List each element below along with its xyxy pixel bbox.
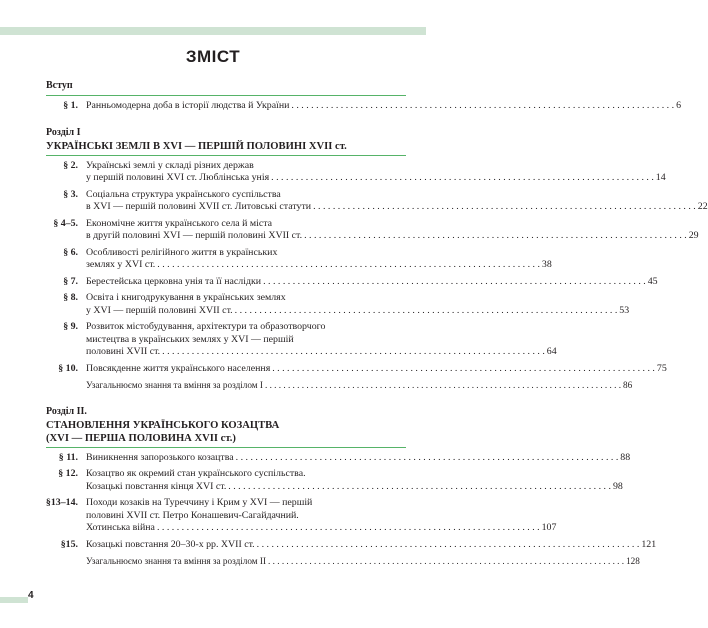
entry-page: 64 bbox=[546, 346, 557, 357]
entry-page: 88 bbox=[620, 451, 631, 463]
entry-page: 29 bbox=[688, 230, 699, 241]
entry-title: Економічне життя українського села й міста bbox=[86, 217, 273, 229]
entry-title: Козацькі повстання 20–30-х рр. XVII ст. bbox=[86, 538, 255, 550]
entry-page: 53 bbox=[619, 304, 630, 316]
entry-title: Особливості релігійного життя в українських bbox=[86, 246, 278, 258]
entry-number: § 12. bbox=[58, 468, 78, 479]
toc-entry[interactable] bbox=[46, 159, 666, 185]
intro-label: Вступ bbox=[46, 80, 73, 91]
toc-entry[interactable] bbox=[46, 217, 699, 243]
toc-entry[interactable] bbox=[46, 321, 557, 359]
entry-title: Походи козаків на Туреччину і Крим у XVI — першій bbox=[86, 497, 313, 508]
entry-title: Виникнення запорозького козацтва bbox=[86, 451, 234, 463]
toc-summary-entry[interactable] bbox=[46, 379, 633, 392]
entry-title: Соціальна структура українського суспільства bbox=[86, 188, 281, 200]
bottom-color-band bbox=[0, 597, 28, 603]
entry-title: Козацькі повстання кінця XVI ст. bbox=[86, 480, 227, 492]
entry-title: землях у XVI ст. bbox=[86, 259, 156, 270]
section-title-line: (XVI — ПЕРША ПОЛОВИНА XVII ст.) bbox=[46, 432, 236, 444]
entry-title: Хотинська війна bbox=[86, 522, 155, 533]
entry-page: 86 bbox=[623, 380, 633, 390]
section-title: УКРАЇНСЬКІ ЗЕМЛІ В XVI — ПЕРШІЙ ПОЛОВИНІ XVII ст. bbox=[46, 140, 406, 156]
entry-page: 98 bbox=[612, 480, 623, 492]
entry-number: § 11. bbox=[58, 451, 78, 463]
entry-number: § 2. bbox=[63, 159, 78, 171]
entry-number: § 8. bbox=[63, 292, 78, 303]
toc-entry[interactable] bbox=[46, 188, 708, 214]
section-title-line: СТАНОВЛЕННЯ УКРАЇНСЬКОГО КОЗАЦТВА bbox=[46, 419, 280, 431]
entry-page: 107 bbox=[541, 522, 557, 533]
entry-title: половині XVII ст. bbox=[86, 346, 161, 357]
toc-entry[interactable] bbox=[46, 468, 623, 493]
page-number: 4 bbox=[28, 590, 34, 601]
entry-page: 14 bbox=[655, 172, 666, 183]
entry-title: половині XVII ст. Петро Конашевич-Сагайдачний. bbox=[86, 509, 299, 521]
entry-title: у XVI — першій половині XVII ст. bbox=[86, 304, 233, 316]
toc-entry[interactable] bbox=[46, 246, 552, 272]
entry-number: § 9. bbox=[63, 321, 78, 332]
summary-title: Узагальнюємо знання та вміння за розділом ІІ bbox=[86, 556, 267, 566]
toc-entry[interactable] bbox=[46, 362, 667, 376]
section-label: Розділ І bbox=[46, 126, 81, 138]
entry-page: 6 bbox=[676, 100, 682, 111]
section-label: Розділ ІІ. bbox=[46, 405, 87, 417]
entry-page: 38 bbox=[541, 259, 552, 270]
entry-number: § 7. bbox=[63, 275, 78, 287]
entry-number: § 10. bbox=[58, 362, 78, 374]
section-2 bbox=[45, 405, 657, 568]
entry-number: § 1. bbox=[63, 100, 78, 111]
toc-entry[interactable] bbox=[46, 100, 682, 113]
intro-section bbox=[46, 80, 682, 113]
entry-number: § 3. bbox=[63, 188, 78, 200]
entry-page: 22 bbox=[697, 201, 708, 212]
entry-title: в XVI — першій половині XVII ст. Литовські статути bbox=[86, 201, 312, 212]
entry-title: Берестейська церковна унія та її наслідки bbox=[86, 275, 262, 287]
page-title: ЗМІСТ bbox=[185, 47, 241, 66]
top-color-band bbox=[0, 27, 426, 35]
table-of-contents bbox=[45, 80, 708, 568]
entry-title: в другій половині XVI — першій половині XVII ст. bbox=[86, 230, 303, 241]
toc-entry[interactable] bbox=[46, 275, 658, 289]
toc-entry[interactable] bbox=[46, 538, 657, 552]
summary-title: Узагальнюємо знання та вміння за розділом І bbox=[86, 380, 263, 390]
toc-summary-entry[interactable] bbox=[46, 555, 640, 568]
section-1 bbox=[46, 126, 708, 392]
section-title bbox=[46, 419, 406, 448]
entry-title: у першій половині XVI ст. Люблінська унія bbox=[86, 172, 270, 183]
entry-title: Українські землі у складі різних держав bbox=[86, 159, 254, 171]
entry-title: Козацтво як окремий стан українського суспільства. bbox=[86, 468, 306, 479]
entry-title: мистецтва в українських землях у XVI — першій bbox=[86, 333, 294, 345]
entry-number: § 6. bbox=[63, 246, 78, 258]
entry-page: 121 bbox=[641, 538, 657, 550]
entry-number: §13–14. bbox=[45, 497, 78, 508]
entry-title: Розвиток містобудування, архітектури та образотворчого bbox=[86, 321, 326, 332]
entry-title: Освіта і книгодрукування в українських землях bbox=[86, 292, 286, 303]
toc-entry[interactable] bbox=[45, 497, 557, 535]
toc-entry[interactable] bbox=[46, 451, 631, 465]
entry-page: 45 bbox=[647, 275, 658, 287]
toc-entry[interactable] bbox=[46, 292, 630, 317]
section-divider bbox=[46, 95, 406, 96]
entry-title: Повсякденне життя українського населення bbox=[86, 362, 271, 374]
entry-title: Ранньомодерна доба в історії людства й України bbox=[86, 100, 290, 111]
entry-page: 75 bbox=[656, 362, 667, 374]
entry-number: § 4–5. bbox=[53, 217, 78, 229]
entry-number: §15. bbox=[60, 538, 78, 550]
entry-page: 128 bbox=[626, 556, 640, 566]
